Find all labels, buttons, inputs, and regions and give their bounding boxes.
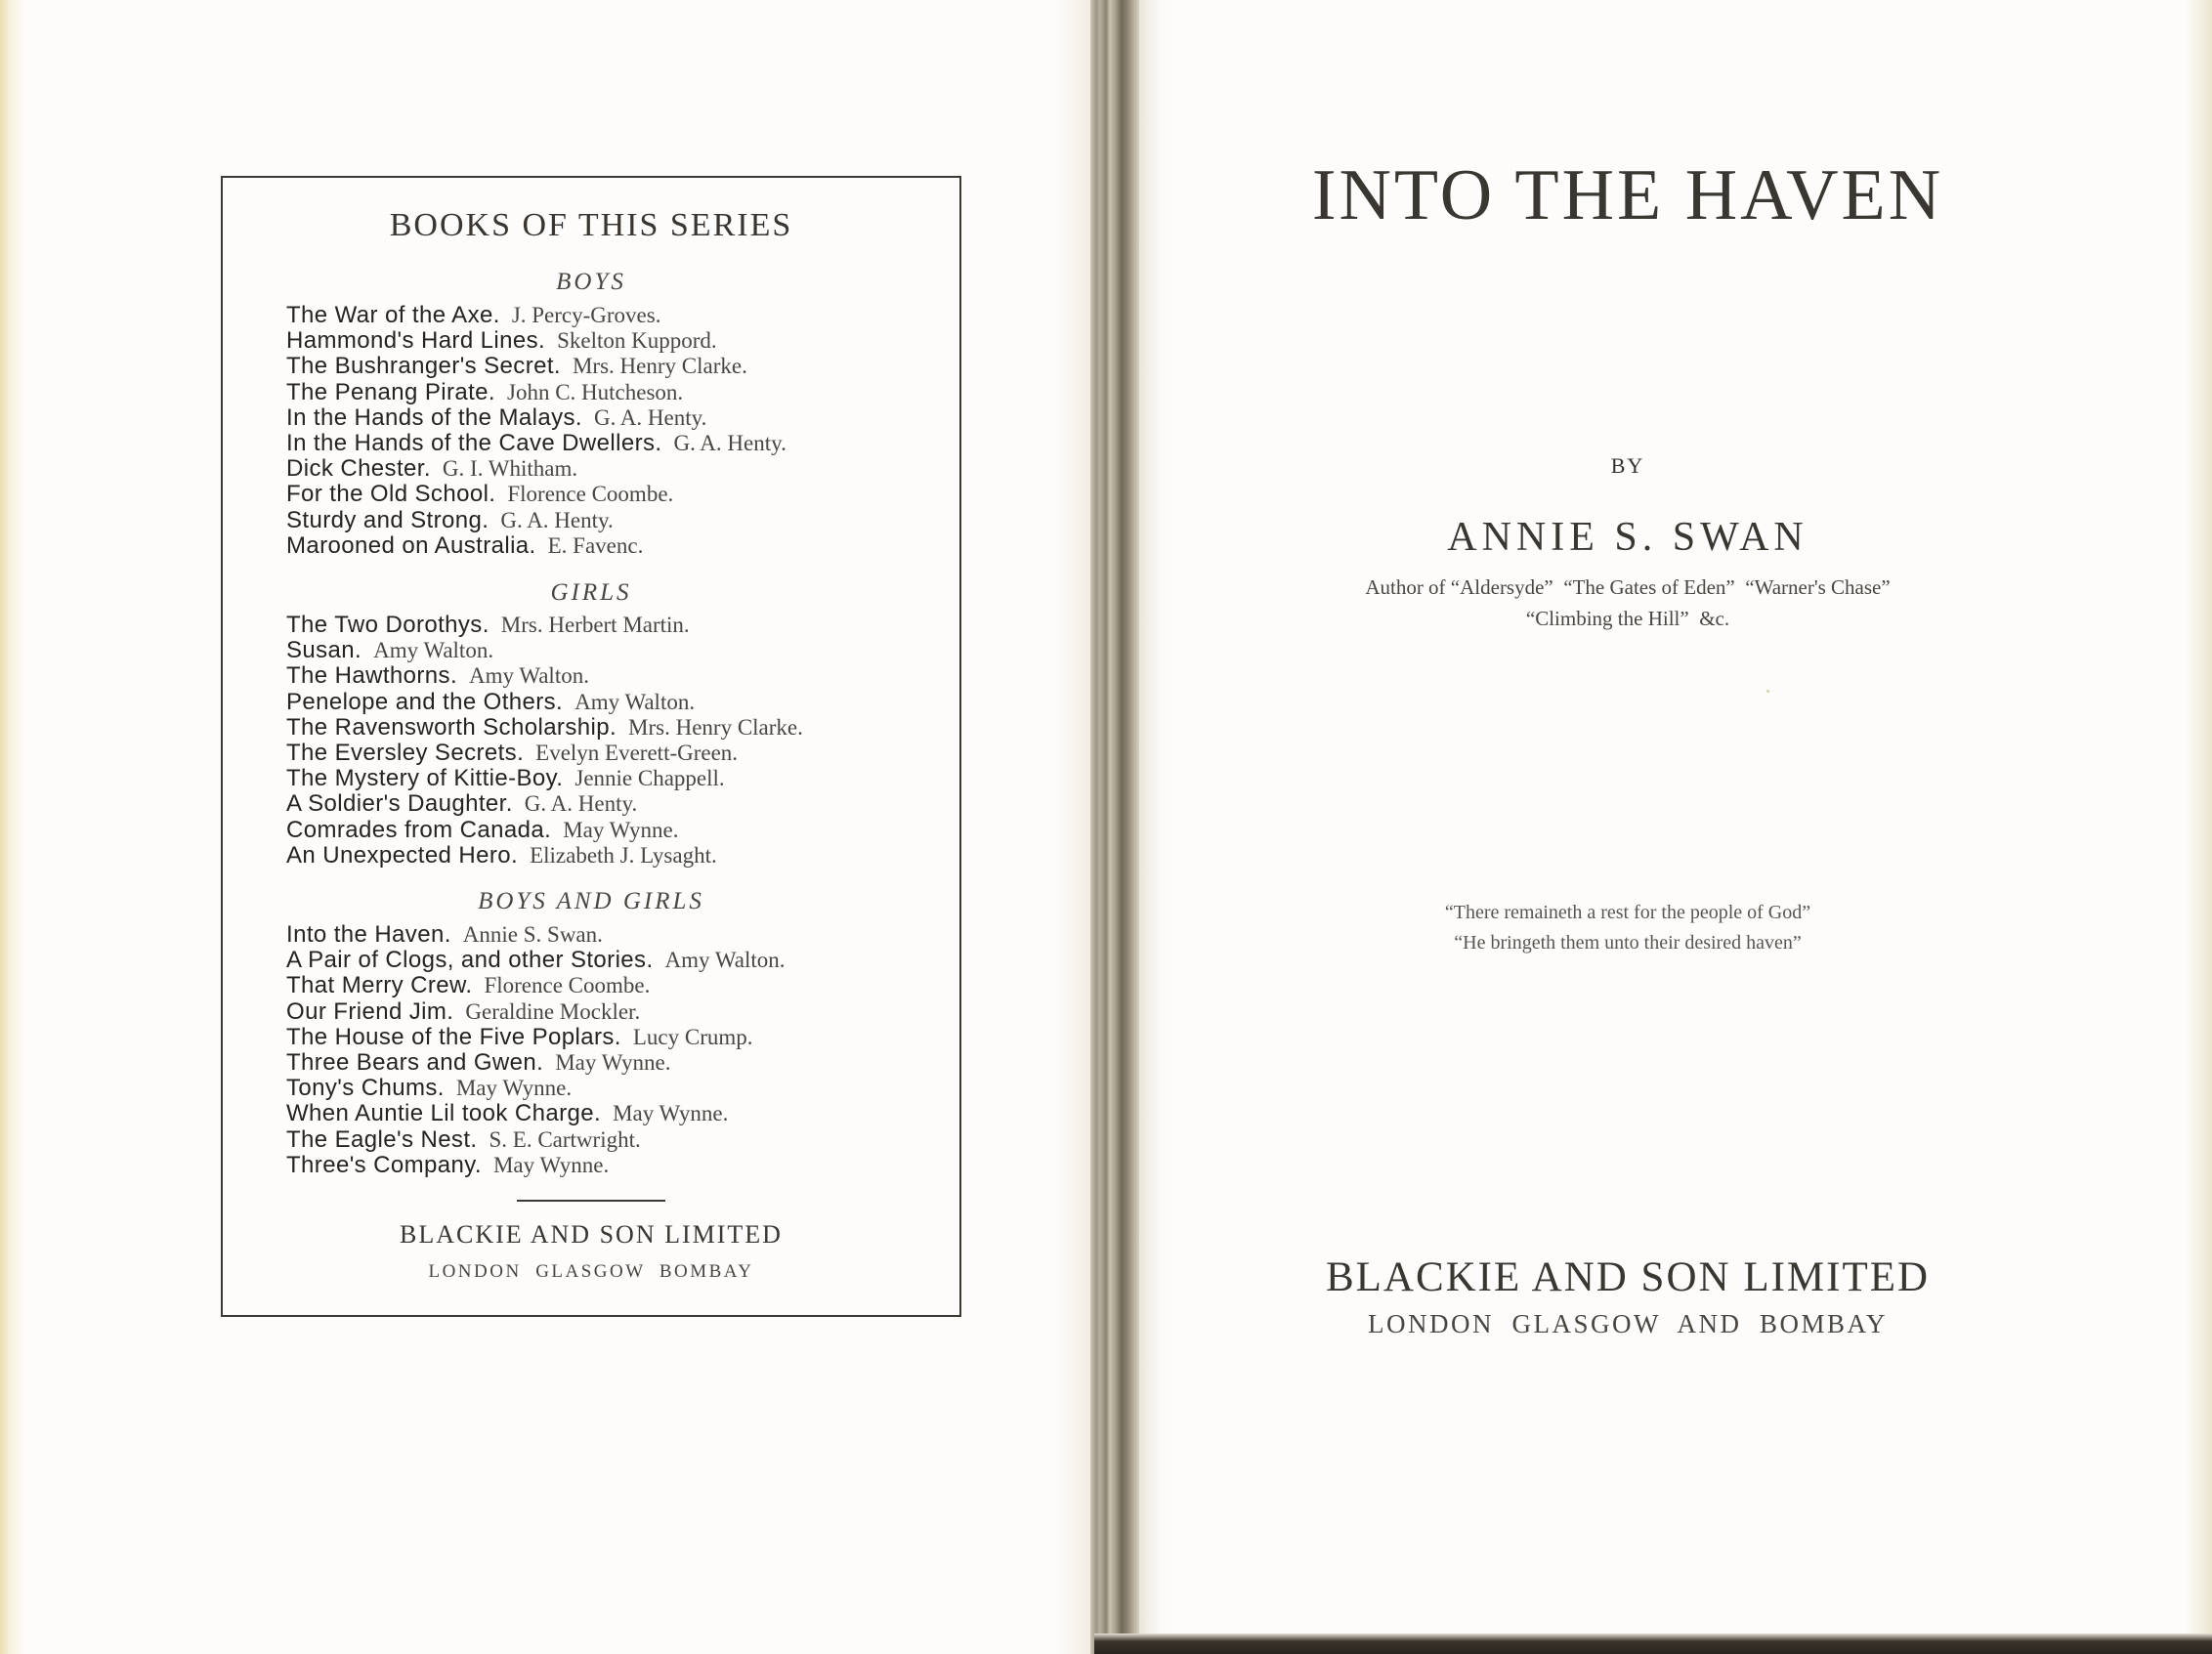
book-author: G. A. Henty.: [500, 507, 614, 532]
book-title-heading: INTO THE HAVEN: [1311, 155, 1944, 235]
book-author: Florence Coombe.: [484, 973, 651, 998]
book-title: Hammond's Hard Lines.: [286, 327, 546, 355]
author-other-works: [1139, 572, 2116, 634]
by-line: BY: [1610, 453, 1645, 478]
list-item: [286, 791, 803, 817]
left-publisher-cities: LONDON GLASGOW BOMBAY: [428, 1261, 754, 1282]
book-author: Mrs. Henry Clarke.: [572, 354, 747, 379]
list-item: [286, 663, 803, 689]
book-list-boys: [286, 303, 787, 559]
list-item: [286, 431, 787, 456]
book-author: May Wynne.: [555, 1049, 671, 1075]
book-title: The Bushranger's Secret.: [286, 353, 561, 380]
list-item: [286, 766, 803, 791]
book-title: Comrades from Canada.: [286, 816, 552, 843]
book-title: The Eagle's Nest.: [286, 1125, 478, 1153]
book-title: Dick Chester.: [286, 455, 431, 483]
left-publisher-name: BLACKIE AND SON LIMITED: [400, 1220, 783, 1249]
series-title: BOOKS OF THIS SERIES: [389, 207, 793, 243]
section-heading-boys: BOYS: [556, 269, 626, 295]
book-title: In the Hands of the Cave Dwellers.: [286, 429, 662, 456]
book-author: Amy Walton.: [664, 948, 786, 973]
book-title: Marooned on Australia.: [286, 531, 536, 559]
book-title: Into the Haven.: [286, 921, 451, 948]
book-author: Elizabeth J. Lysaght.: [530, 842, 717, 868]
book-title: Penelope and the Others.: [286, 688, 564, 715]
section-heading-girls: GIRLS: [550, 579, 632, 606]
book-author: Skelton Kuppord.: [557, 328, 717, 354]
book-author: May Wynne.: [613, 1101, 729, 1126]
book-title: The Hawthorns.: [286, 662, 458, 690]
right-publisher-cities: LONDON GLASGOW AND BOMBAY: [1367, 1309, 1889, 1338]
list-item: [286, 1076, 785, 1101]
book-title: That Merry Crew.: [286, 972, 473, 999]
book-title: Susan.: [286, 637, 362, 664]
list-item: [286, 948, 785, 973]
list-item: [286, 303, 787, 328]
book-title: The House of the Five Poplars.: [286, 1023, 621, 1050]
list-item: [286, 690, 803, 715]
book-title: For the Old School.: [286, 481, 496, 508]
right-publisher-name: BLACKIE AND SON LIMITED: [1325, 1254, 1931, 1300]
page-bottom-edge: [1094, 1633, 2212, 1654]
book-author: Mrs. Herbert Martin.: [500, 613, 690, 637]
book-author: Geraldine Mockler.: [465, 998, 641, 1024]
book-gutter: [1090, 0, 1139, 1654]
book-author: Mrs. Henry Clarke.: [628, 714, 803, 740]
book-title: The Penang Pirate.: [286, 378, 496, 405]
book-title: The Mystery of Kittie-Boy.: [286, 765, 564, 792]
list-item: [286, 405, 787, 431]
book-author: Lucy Crump.: [632, 1024, 753, 1049]
list-item: [286, 922, 785, 948]
book-author: S. E. Cartwright.: [489, 1126, 641, 1152]
list-item: [286, 380, 787, 405]
book-title: The Two Dorothys.: [286, 612, 489, 638]
book-title: The Eversley Secrets.: [286, 739, 525, 766]
book-author: G. A. Henty.: [524, 791, 638, 817]
epigraph-line-1: “There remaineth a rest for the people of God”: [1444, 902, 1811, 923]
book-list-boys-and-girls: [286, 922, 785, 1178]
book-title: A Soldier's Daughter.: [286, 790, 513, 818]
book-title: The War of the Axe.: [286, 302, 500, 328]
book-author: G. A. Henty.: [593, 404, 707, 430]
author-name: ANNIE S. SWAN: [1447, 515, 1808, 560]
book-title: Tony's Chums.: [286, 1075, 445, 1102]
book-author: Jennie Chappell.: [574, 766, 725, 791]
author-works-line-2: “Climbing the Hill” &c.: [1525, 607, 1730, 630]
book-title: A Pair of Clogs, and other Stories.: [286, 947, 654, 974]
list-item: [286, 1025, 785, 1050]
list-item: [286, 999, 785, 1025]
list-item: [286, 613, 803, 638]
book-author: G. A. Henty.: [673, 430, 787, 455]
epigraph-line-2: “He bringeth them unto their desired haven”: [1454, 932, 1802, 954]
book-author: Amy Walton.: [469, 663, 589, 689]
book-title: The Ravensworth Scholarship.: [286, 713, 617, 741]
book-author: Florence Coombe.: [507, 482, 674, 507]
author-works-line-1: Author of “Aldersyde” “The Gates of Eden” “Warner's Chase”: [1365, 575, 1891, 599]
list-item: [286, 482, 787, 507]
book-author: J. Percy-Groves.: [511, 303, 661, 327]
book-title: Three Bears and Gwen.: [286, 1048, 544, 1076]
book-author: Annie S. Swan.: [462, 922, 603, 947]
book-author: May Wynne.: [492, 1152, 610, 1177]
book-title: Our Friend Jim.: [286, 997, 454, 1025]
book-author: G. I. Whitham.: [442, 456, 578, 482]
list-item: [286, 715, 803, 741]
epigraph: [1139, 898, 2116, 958]
list-item: [286, 533, 787, 559]
divider-rule: [517, 1200, 665, 1202]
book-author: Amy Walton.: [373, 638, 494, 663]
list-item: [286, 1153, 785, 1178]
list-item: [286, 1127, 785, 1153]
book-author: May Wynne.: [563, 817, 679, 842]
paper-speck: [1766, 690, 1769, 693]
list-item: [286, 456, 787, 482]
book-author: Amy Walton.: [574, 689, 696, 714]
right-page: [1139, 0, 2212, 1654]
list-item: [286, 328, 787, 354]
list-item: [286, 638, 803, 663]
list-item: [286, 354, 787, 379]
book-title: An Unexpected Hero.: [286, 841, 519, 869]
section-heading-boys-and-girls: BOYS AND GIRLS: [478, 888, 704, 914]
list-item: [286, 1050, 785, 1076]
book-title: In the Hands of the Malays.: [286, 403, 582, 431]
list-item: [286, 818, 803, 843]
book-list-girls: [286, 613, 803, 869]
list-item: [286, 973, 785, 998]
book-title: Sturdy and Strong.: [286, 506, 489, 533]
list-item: [286, 843, 803, 869]
list-item: [286, 1101, 785, 1126]
book-title: Three's Company.: [286, 1151, 482, 1178]
book-author: May Wynne.: [455, 1076, 573, 1101]
book-author: E. Favenc.: [547, 532, 644, 558]
book-title: When Auntie Lil took Charge.: [286, 1100, 602, 1127]
list-item: [286, 741, 803, 766]
list-item: [286, 508, 787, 533]
book-author: John C. Hutcheson.: [507, 379, 684, 404]
book-author: Evelyn Everett-Green.: [535, 740, 739, 765]
